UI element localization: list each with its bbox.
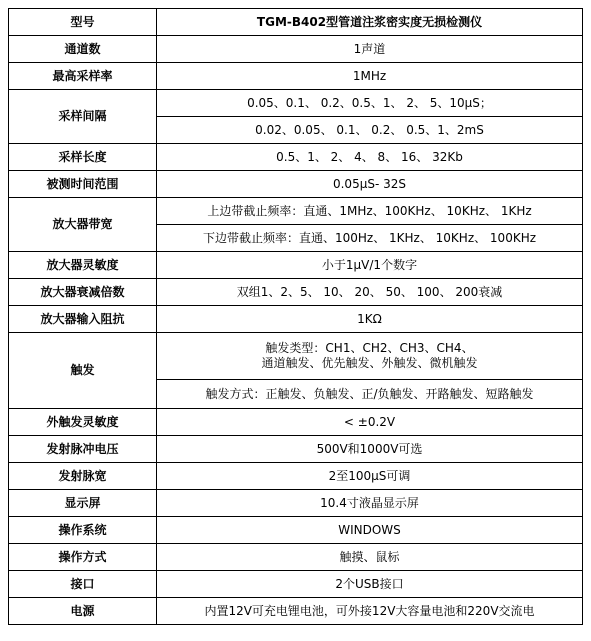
row-label: 电源: [9, 598, 157, 625]
table-row-interface: [9, 571, 583, 598]
row-label: 被测时间范围: [9, 171, 157, 198]
table-row-time-range: [9, 171, 583, 198]
table-row-pulse-width: [9, 463, 583, 490]
row-value: 500V和1000V可选: [157, 436, 583, 463]
table-row-attenuation: [9, 279, 583, 306]
row-label: 放大器输入阻抗: [9, 306, 157, 333]
row-label: 触发: [9, 333, 157, 409]
row-value: 2个USB接口: [157, 571, 583, 598]
row-value: 10.4寸液晶显示屏: [157, 490, 583, 517]
table-row-max-rate: [9, 63, 583, 90]
row-label: 发射脉冲电压: [9, 436, 157, 463]
row-label: 操作方式: [9, 544, 157, 571]
row-value: 内置12V可充电锂电池，可外接12V大容量电池和220V交流电: [157, 598, 583, 625]
table-row-interval: [9, 90, 583, 117]
row-value: WINDOWS: [157, 517, 583, 544]
row-label: 放大器带宽: [9, 198, 157, 252]
row-value: 下边带截止频率：直通、100Hz、 1KHz、 10KHz、 100KHz: [157, 225, 583, 252]
table-row-pulse-voltage: [9, 436, 583, 463]
row-value: 0.5、1、 2、 4、 8、 16、 32Kb: [157, 144, 583, 171]
row-value: 触摸、鼠标: [157, 544, 583, 571]
spec-table: [8, 8, 583, 625]
row-label: 接口: [9, 571, 157, 598]
table-row-sensitivity: [9, 252, 583, 279]
table-row-operation: [9, 544, 583, 571]
row-value-multiline: [157, 333, 583, 380]
table-row-power: [9, 598, 583, 625]
row-value: 2至100μS可调: [157, 463, 583, 490]
table-row-trigger: [9, 333, 583, 380]
row-value: 双组1、2、5、 10、 20、 50、 100、 200衰减: [157, 279, 583, 306]
row-label: 放大器灵敏度: [9, 252, 157, 279]
trigger-type-line: 触发类型：CH1、CH2、CH3、CH4、: [265, 341, 474, 355]
table-row-os: [9, 517, 583, 544]
table-row-display: [9, 490, 583, 517]
trigger-type-line: 通道触发、优先触发、外触发、微机触发: [261, 356, 478, 370]
row-value: 触发方式：正触发、负触发、正/负触发、开路触发、短路触发: [157, 380, 583, 409]
row-label: 采样长度: [9, 144, 157, 171]
row-value: 0.05μS- 32S: [157, 171, 583, 198]
row-value: 0.02、0.05、 0.1、 0.2、 0.5、1、2mS: [157, 117, 583, 144]
row-value: TGM-B402型管道注浆密实度无损检测仪: [157, 9, 583, 36]
row-label: 操作系统: [9, 517, 157, 544]
row-label: 显示屏: [9, 490, 157, 517]
table-row-bandwidth: [9, 198, 583, 225]
row-label: 外触发灵敏度: [9, 409, 157, 436]
row-value: < ±0.2V: [157, 409, 583, 436]
row-label: 最高采样率: [9, 63, 157, 90]
row-value: 1声道: [157, 36, 583, 63]
table-row-channels: [9, 36, 583, 63]
row-value: 0.05、0.1、 0.2、0.5、1、 2、 5、10μS；: [157, 90, 583, 117]
row-label: 通道数: [9, 36, 157, 63]
row-value: 1MHz: [157, 63, 583, 90]
row-label: 发射脉宽: [9, 463, 157, 490]
table-row-ext-sensitivity: [9, 409, 583, 436]
row-value: 上边带截止频率：直通、1MHz、100KHz、 10KHz、 1KHz: [157, 198, 583, 225]
row-value: 1KΩ: [157, 306, 583, 333]
row-label: 型号: [9, 9, 157, 36]
row-value: 小于1μV/1个数字: [157, 252, 583, 279]
row-label: 采样间隔: [9, 90, 157, 144]
table-row-impedance: [9, 306, 583, 333]
table-row-model: [9, 9, 583, 36]
table-row-length: [9, 144, 583, 171]
row-label: 放大器衰减倍数: [9, 279, 157, 306]
